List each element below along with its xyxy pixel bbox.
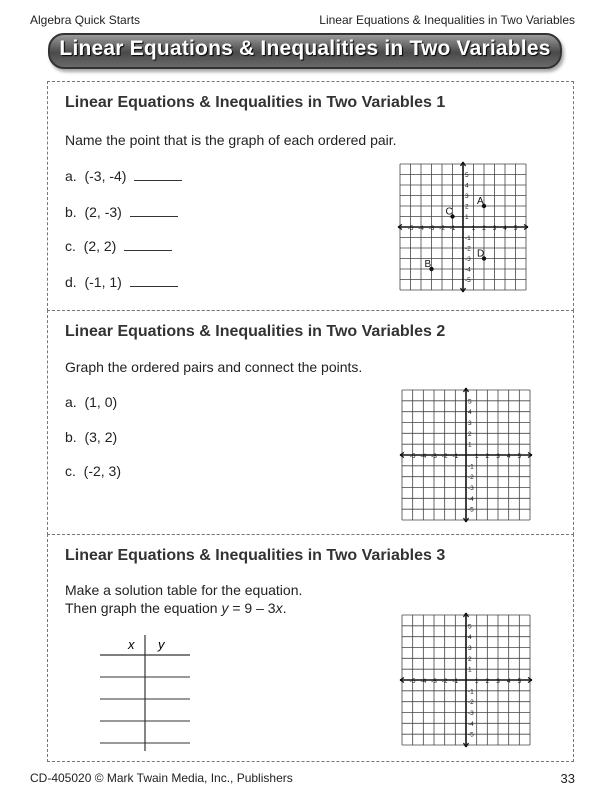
y-tick-label: -4 [465,266,471,274]
exercise-3-instruction-1: Make a solution table for the equation. [65,582,303,598]
exercise-1-item-b [65,204,178,220]
item-label: a. [65,394,77,410]
exercise-3-title: Linear Equations & Inequalities in Two Variables 3 [65,547,446,564]
x-tick-label: 3 [496,453,500,460]
item-label: a. [65,168,77,184]
y-tick-label: -3 [468,485,474,492]
equation-text: = 9 – 3 [228,600,276,616]
solution-table[interactable] [100,635,190,755]
exercise-1-item-c [65,238,172,254]
equation-period: . [282,600,287,616]
y-tick-label: 2 [465,203,469,211]
y-tick-label: 1 [468,666,472,674]
x-tick-label: 4 [506,453,511,460]
x-tick-label: -2 [441,453,448,460]
point-label-d: D [477,248,485,260]
x-tick-label: -4 [418,225,424,232]
x-tick-label: -5 [407,225,414,232]
coordinate-grid-2[interactable] [398,386,534,524]
chapter-banner [48,33,562,69]
x-tick-label: 1 [474,453,479,460]
y-tick-label: 1 [465,214,469,221]
y-tick-label: 2 [468,430,472,438]
answer-blank[interactable] [130,215,178,217]
equation-variable-x: x [275,600,283,616]
point-label-a: A [477,196,484,207]
x-tick-label: -4 [420,678,427,685]
y-tick-label: 3 [468,420,472,427]
y-tick-label: -3 [465,256,471,263]
answer-blank[interactable] [134,179,182,181]
x-tick-label: 1 [474,678,479,685]
y-tick-label: 4 [465,182,469,190]
item-pair: (2, -3) [84,204,122,220]
x-tick-label: 2 [482,225,486,232]
x-tick-label: -1 [452,678,459,685]
page-number: 33 [560,771,575,786]
item-pair: (1, 0) [84,394,118,410]
x-tick-label: 4 [503,225,507,232]
y-tick-label: 2 [468,655,472,663]
x-tick-label: -5 [409,678,416,685]
y-tick-label: 4 [468,634,472,642]
exercise-1-item-d [65,274,178,290]
exercise-2-item-a [65,394,117,410]
answer-blank[interactable] [130,285,178,287]
exercise-2-item-b [65,429,117,445]
y-tick-label: 1 [468,441,472,449]
x-tick-label: -2 [441,678,448,685]
y-tick-label: 5 [465,172,469,179]
y-tick-label: -2 [468,699,474,707]
x-tick-label: 2 [485,453,490,460]
header-book-title: Algebra Quick Starts [30,13,141,27]
y-tick-label: 3 [465,193,469,200]
header-chapter-title: Linear Equations & Inequalities in Two Variables [319,13,575,27]
coordinate-grid-1 [396,160,530,294]
x-tick-label: 4 [506,678,511,685]
item-label: b. [65,204,77,220]
item-pair: (2, 2) [83,238,117,254]
y-tick-label: -1 [468,463,474,471]
exercise-1-instruction: Name the point that is the graph of each ordered pair. [65,132,397,148]
exercise-box-2 [47,310,574,535]
y-tick-label: -4 [468,495,474,503]
y-tick-label: 5 [468,398,472,406]
y-tick-label: -5 [465,277,471,284]
instruction-text: Then graph the equation [65,600,222,616]
x-tick-label: -3 [431,453,437,460]
item-label: c. [65,238,76,254]
item-label: b. [65,429,77,445]
coordinate-grid-3[interactable] [398,611,534,749]
x-tick-label: -4 [420,453,427,460]
item-pair: (-3, -4) [84,168,127,184]
x-tick-label: -5 [409,453,416,460]
exercise-1-title: Linear Equations & Inequalities in Two Variables 1 [65,94,446,111]
item-pair: (-1, 1) [84,274,122,290]
y-tick-label: 4 [468,409,472,417]
x-tick-label: -3 [428,225,435,232]
y-tick-label: 3 [468,645,472,652]
exercise-1-item-a [65,168,182,184]
x-tick-label: 5 [517,453,522,460]
exercise-box-1 [47,81,574,311]
y-tick-label: -5 [468,731,474,739]
x-tick-label: 1 [471,225,476,232]
exercise-3-instruction-2 [65,598,286,618]
exercise-box-3 [47,534,574,762]
x-tick-label: 3 [496,678,500,685]
item-pair: (3, 2) [84,429,118,445]
item-label: c. [65,463,76,479]
point-label-c: C [445,206,453,218]
exercise-2-title: Linear Equations & Inequalities in Two Variables 2 [65,323,446,340]
item-pair: (-2, 3) [83,463,122,479]
banner-title: Linear Equations & Inequalities in Two Variables [59,37,551,60]
x-tick-label: -1 [452,453,459,460]
equation-variable-y: y [221,600,229,616]
x-tick-label: -3 [431,678,437,685]
answer-blank[interactable] [124,249,172,251]
y-tick-label: -4 [468,720,474,728]
table-header-x: x [128,637,135,652]
y-tick-label: -3 [468,710,474,717]
x-tick-label: 5 [517,678,522,685]
y-tick-label: -1 [468,688,474,696]
y-tick-label: 5 [468,623,472,631]
y-tick-label: -5 [468,506,474,514]
x-tick-label: 3 [492,225,497,232]
x-tick-label: 5 [513,225,518,232]
x-tick-label: -1 [449,225,456,232]
exercise-2-instruction: Graph the ordered pairs and connect the points. [65,359,363,375]
y-tick-label: -2 [465,245,471,253]
exercise-2-item-c [65,463,121,479]
x-tick-label: 2 [485,678,490,685]
x-tick-label: -2 [439,225,445,232]
table-header-y: y [158,637,165,652]
footer-publisher: CD-405020 © Mark Twain Media, Inc., Publishers [30,771,293,785]
y-tick-label: -1 [465,235,471,242]
item-label: d. [65,274,77,290]
point-label-b: B [424,259,432,270]
y-tick-label: -2 [468,474,474,482]
